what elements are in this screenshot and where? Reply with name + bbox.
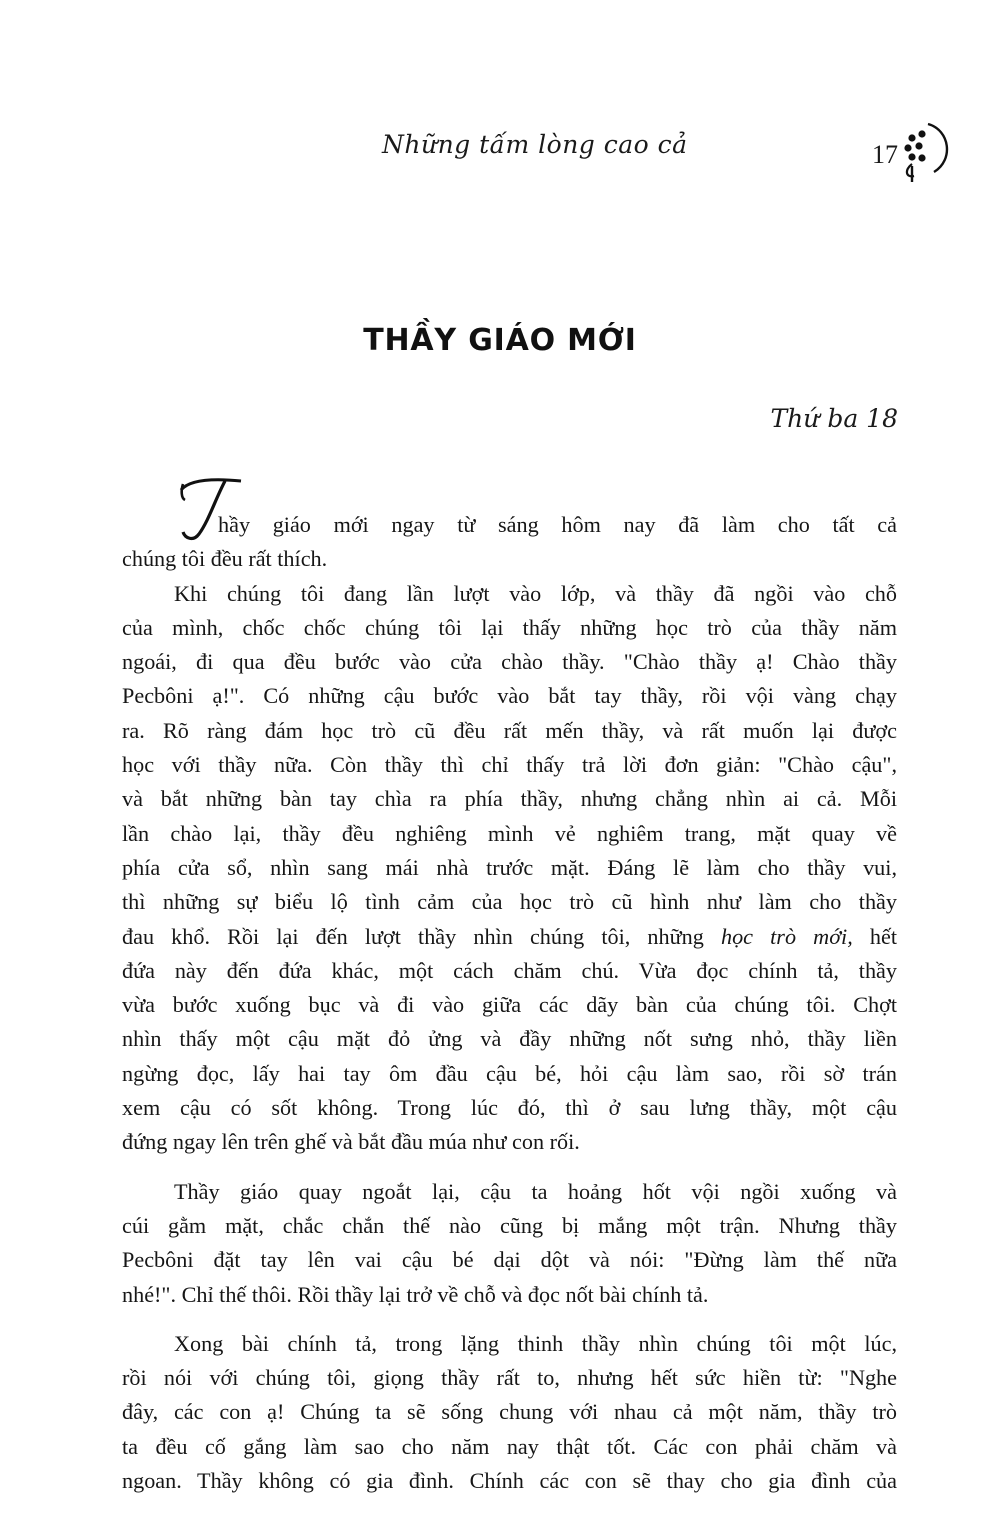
chapter-title: THẦY GIÁO MỚI: [363, 323, 637, 358]
text-line-with-italic: [122, 920, 897, 954]
body-text: [122, 508, 897, 1498]
text-line: hầy giáo mới ngay từ sáng hôm nay đã làm cho tất cả: [218, 512, 897, 537]
text-line: của mình, chốc chốc chúng tôi lại thấy những học trò của thầy năm: [122, 614, 897, 640]
text-line: ngoái, đi qua đều bước vào cửa chào thầy. "Chào thầy ạ! Chào thầy: [122, 649, 897, 675]
text-line: ngoan. Thầy không có gia đình. Chính các con sẽ thay cho gia đình của: [122, 1468, 897, 1494]
text-line: Pecbôni đặt tay lên vai cậu bé dại dột và nói: "Đừng làm thế nữa: [122, 1247, 897, 1273]
text-run: hết: [852, 923, 897, 949]
text-line: ta đều cố gắng làm sao cho năm nay thật tốt. Các con phải chăm và: [122, 1433, 897, 1459]
text-line: nhìn thấy một cậu mặt đỏ ửng và đầy những nốt sưng nhỏ, thầy liền: [122, 1026, 897, 1052]
text-line: Thầy giáo quay ngoắt lại, cậu ta hoảng hốt vội ngồi xuống và: [174, 1178, 897, 1204]
text-line: học với thầy nữa. Còn thầy thì chỉ thấy trả lời đơn giản: "Chào cậu",: [122, 752, 897, 778]
text-run: đau khổ. Rồi lại đến lượt thầy nhìn chúng tôi, những: [122, 923, 721, 949]
text-line: rồi nói với chúng tôi, giọng thầy rất to, nhưng hết sức hiền từ: "Nghe: [122, 1365, 897, 1391]
text-line: chúng tôi đều rất thích.: [122, 546, 328, 572]
text-line: Xong bài chính tả, trong lặng thinh thầy nhìn chúng tôi một lúc,: [174, 1330, 897, 1356]
text-line: ngừng đọc, lấy hai tay ôm đầu cậu bé, hỏi cậu làm sao, rồi sờ trán: [122, 1060, 897, 1086]
text-line: Pecbôni ạ!". Có những cậu bước vào bắt tay thầy, rồi vội vàng chạy: [122, 683, 897, 709]
text-line: Khi chúng tôi đang lần lượt vào lớp, và thầy đã ngồi vào chỗ: [174, 580, 897, 606]
paragraph-gap: [122, 1160, 897, 1175]
text-line: xem cậu có sốt không. Trong lúc đó, thì ở sau lưng thầy, một cậu: [122, 1095, 897, 1121]
paragraph-gap: [122, 1312, 897, 1327]
text-line: thì những sự biểu lộ tình cảm của học trò cũ hình như làm cho thầy: [122, 889, 897, 915]
text-line: đây, các con ạ! Chúng ta sẽ sống chung với nhau cả một năm, thầy trò: [122, 1399, 897, 1425]
running-title: Những tấm lòng cao cả: [382, 130, 688, 159]
chapter-date: Thứ ba 18: [770, 404, 898, 433]
text-line: đứng ngay lên trên ghế và bắt đầu múa như con rối.: [122, 1129, 580, 1155]
text-line: lần chào lại, thầy đều nghiêng mình vẻ nghiêm trang, mặt quay về: [122, 820, 897, 846]
text-line: cúi gằm mặt, chắc chắn thế nào cũng bị mắng một trận. Nhưng thầy: [122, 1212, 897, 1238]
text-line: đứa này đến đứa khác, một cách chăm chú. Vừa đọc chính tả, thầy: [122, 957, 897, 983]
text-line: nhé!". Chỉ thế thôi. Rồi thầy lại trở về chỗ và đọc nốt bài chính tả.: [122, 1281, 709, 1307]
page-number: 17: [872, 140, 898, 169]
text-line: ra. Rõ ràng đám học trò cũ đều rất mến thầy, và rất muốn lại được: [122, 717, 897, 743]
italic-phrase: học trò mới,: [720, 923, 853, 949]
grape-ornament-icon: [898, 120, 958, 200]
page-number-block: [872, 138, 962, 198]
text-line: vừa bước xuống bục và đi vào giữa các dãy bàn của chúng tôi. Chợt: [122, 992, 897, 1018]
text-line: và bắt những bàn tay chìa ra phía thầy, nhưng chẳng nhìn ai cả. Mỗi: [122, 786, 897, 812]
text-line: phía cửa sổ, nhìn sang mái nhà trước mặt. Đáng lẽ làm cho thầy vui,: [122, 854, 897, 880]
